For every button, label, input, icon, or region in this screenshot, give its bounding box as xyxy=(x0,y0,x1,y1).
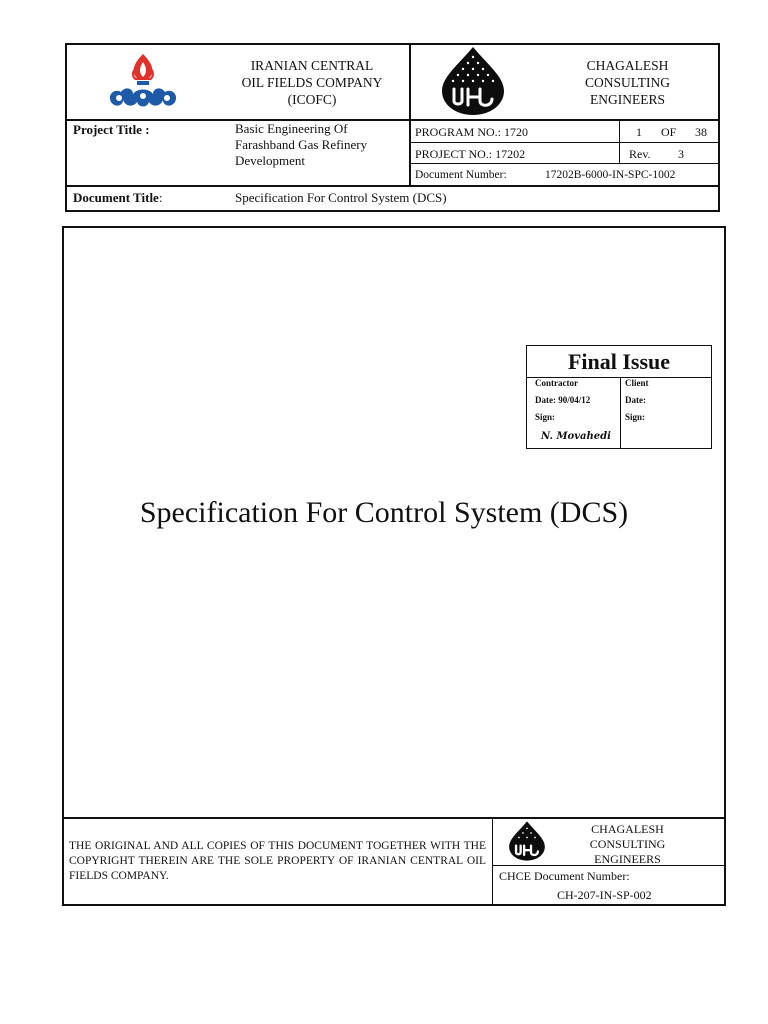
header-divider-1 xyxy=(66,119,719,121)
document-title-value: Specification For Control System (DCS) xyxy=(235,190,447,205)
project-title-line-1: Basic Engineering Of xyxy=(235,121,348,136)
footer-divider xyxy=(63,817,725,819)
consultant-name-line-1: CHAGALESH xyxy=(586,58,669,73)
program-number: PROGRAM NO.: 1720 xyxy=(415,125,529,139)
chagalesh-drop-icon xyxy=(508,820,546,862)
header-vdivider-1 xyxy=(409,44,411,186)
consultant-name-line-3: ENGINEERS xyxy=(590,92,665,107)
footer-consultant-logo xyxy=(508,820,546,862)
project-number: PROJECT NO.: 17202 xyxy=(415,147,526,161)
revision-label: Rev. xyxy=(629,147,651,161)
footer-vdivider xyxy=(492,818,493,905)
client-name-line-2: OIL FIELDS COMPANY xyxy=(241,75,383,90)
copyright-notice: THE ORIGINAL AND ALL COPIES OF THIS DOCUMENT TOGETHER WITH THE COPYRIGHT THEREIN ARE THE SOLE PROPERTY OF IRANIAN CENTRAL OIL FIELDS COMPANY. xyxy=(69,840,486,882)
contractor-signature: N. Movahedi xyxy=(541,431,611,442)
footer-consultant-name xyxy=(585,822,670,867)
client-logo xyxy=(103,52,183,112)
client-date: Date: xyxy=(625,395,646,405)
header-vdivider-2 xyxy=(619,119,620,163)
consultant-logo xyxy=(440,45,506,117)
chce-doc-label: CHCE Document Number: xyxy=(499,869,630,883)
client-name-line-3: (ICOFC) xyxy=(287,92,337,107)
client-name xyxy=(222,57,402,108)
client-sign: Sign: xyxy=(625,412,646,422)
final-issue-title: Final Issue xyxy=(567,349,671,374)
document-number-label: Document Number: xyxy=(415,169,507,181)
project-title-label: Project Title : xyxy=(73,122,150,137)
contractor-date: Date: 90/04/12 xyxy=(535,395,591,405)
page-total: 38 xyxy=(695,125,707,139)
contractor-label: Contractor xyxy=(535,378,578,388)
client-name-line-1: IRANIAN CENTRAL xyxy=(250,58,374,73)
document-title-colon: : xyxy=(158,190,163,205)
footer-consultant-line-3: ENGINEERS xyxy=(594,852,661,866)
project-title-value xyxy=(235,121,367,169)
page-of: OF xyxy=(661,125,677,139)
footer-consultant-line-2: CONSULTING xyxy=(589,837,666,851)
chce-doc-value: CH-207-IN-SP-002 xyxy=(557,888,652,902)
nioc-flame-icon xyxy=(103,52,183,112)
footer-consultant-line-1: CHAGALESH xyxy=(591,822,664,836)
revision-value: 3 xyxy=(678,147,684,161)
client-label: Client xyxy=(625,378,649,388)
page-number: 1 xyxy=(636,125,642,139)
document-title-label xyxy=(73,190,162,206)
consultant-name-line-2: CONSULTING xyxy=(584,75,670,90)
chagalesh-drop-icon xyxy=(440,45,506,117)
header-divider-3 xyxy=(409,142,719,143)
final-issue-divider-v xyxy=(620,377,621,448)
body-frame xyxy=(62,226,726,906)
consultant-name xyxy=(540,57,715,108)
header-divider-2 xyxy=(66,185,719,187)
project-title-line-3: Development xyxy=(235,153,306,168)
document-number-value: 17202B-6000-IN-SPC-1002 xyxy=(545,169,676,181)
header-divider-4 xyxy=(409,163,719,164)
document-title-label-text: Document Title xyxy=(73,190,159,205)
main-document-title: Specification For Control System (DCS) xyxy=(139,496,629,529)
contractor-sign: Sign: xyxy=(535,412,556,422)
project-title-line-2: Farashband Gas Refinery xyxy=(235,137,368,152)
